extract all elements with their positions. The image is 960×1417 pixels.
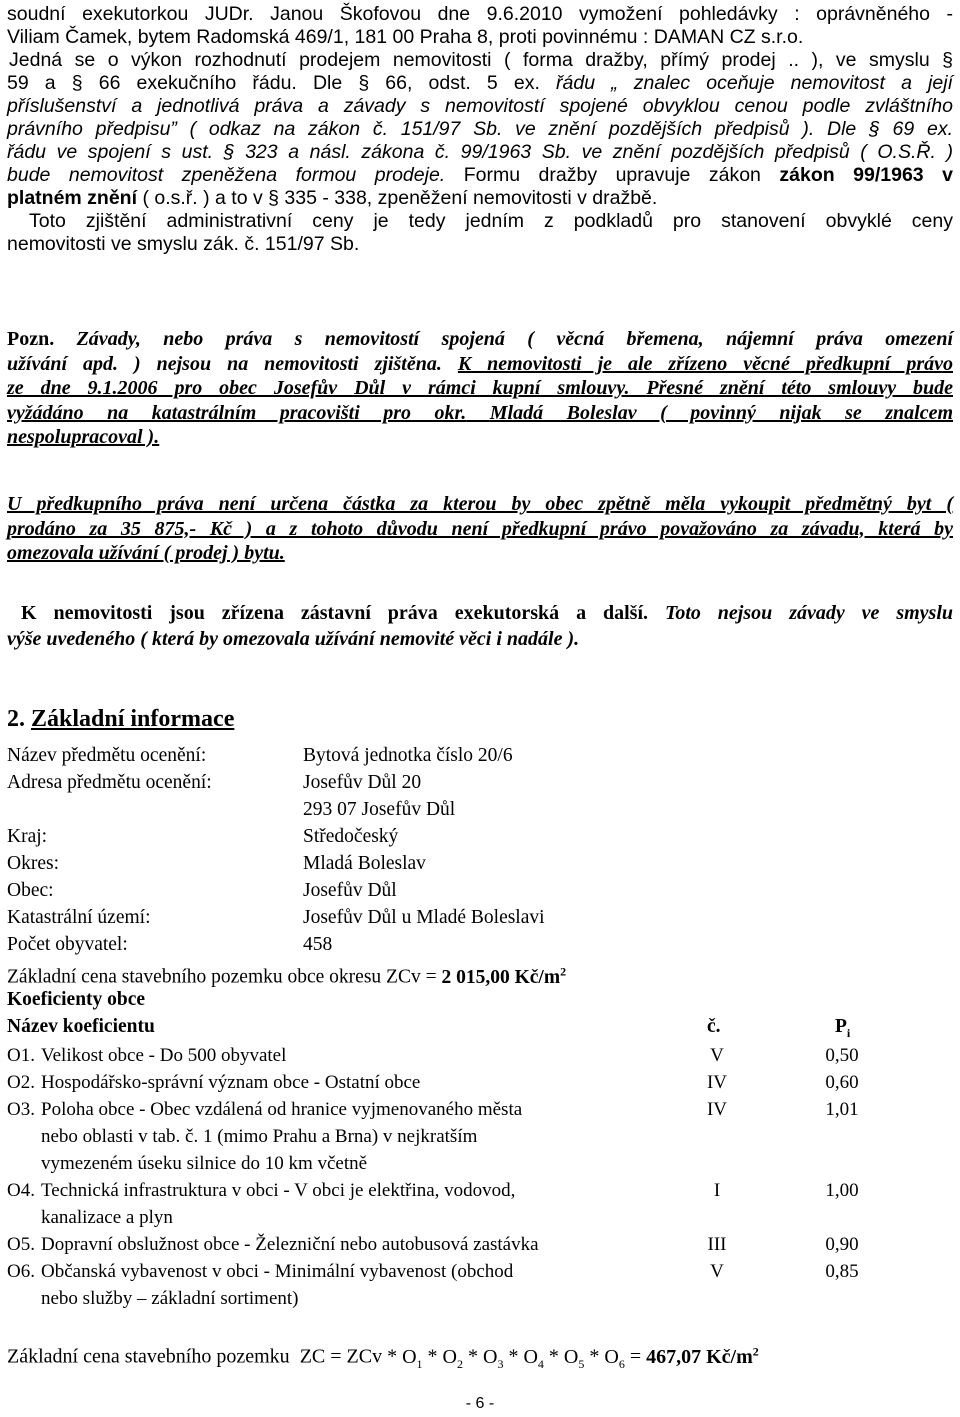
info-value-nazev: Bytová jednotka číslo 20/6 [303,745,513,766]
info-label-pocet: Počet obyvatel: [7,934,128,955]
formula-term [604,1345,625,1371]
coef-col-name: Název koeficientu [7,1016,155,1037]
intro-line-1: soudní exekutorkou JUDr. Janou Škofovou dne 9.6.2010 vymožení pohledávky : oprávněného - [7,3,953,25]
formula-prefix: ZC = ZCv * [299,1345,398,1368]
note-line-2-b: K nemovitosti je ale zřízeno věcné předkupní právo [457,352,954,375]
coef-text-line: nebo oblasti v tab. č. 1 (mimo Prahu a Brna) v nejkratším [41,1126,478,1147]
intro-line-8-plain: Formu dražby upravuje zákon [463,164,761,186]
coef-row [7,1231,953,1258]
intro-line-4-plain: 59 a § 66 exekučního řádu. Dle § 66, odst. 5 ex. [7,72,540,94]
zastava-line-1 [7,600,953,626]
info-label-okres: Okres: [7,853,59,874]
note-line-3-a: ze dne 9.1.2006 pro obec Josefův Důl v rámci kupní smlouvy. [7,377,630,399]
formula-term-sub: 4 [537,1356,544,1371]
info-value-adresa-2: 293 07 Josefův Důl [303,799,456,820]
coef-value: 0,50 [825,1045,859,1066]
coef-text-line: nebo služby – základní sortiment) [41,1288,299,1309]
intro-line-4-italic: řádu „ znalec oceňuje nemovitost a její [556,72,953,94]
coef-col-p-wrap [835,1015,850,1045]
coef-col-no: č. [707,1016,721,1037]
note-label: Pozn. [7,328,55,350]
coef-row [7,1096,953,1177]
intro-line-6: právního předpisu” ( odkaz na zákon č. 151/97 Sb. ve znění pozdějších předpisů ). Dle § 69 ex. [7,118,953,140]
info-label-adresa: Adresa předmětu ocenění: [7,772,212,793]
formula-label: Základní cena stavebního pozemku [7,1345,290,1368]
formula-term-sub: 1 [416,1356,423,1371]
formula-term [523,1345,544,1371]
zastava-line-2: výše uvedeného ( která by omezovala užívání nemovité věci i nadále ). [7,628,580,650]
coef-heading: Koeficienty obce [7,989,146,1010]
coef-id: O4. [7,1180,35,1201]
formula-term-o: O [523,1345,538,1368]
intro-line-4 [7,72,953,95]
predkup-line-3: omezovala užívání ( prodej ) bytu. [7,542,285,564]
intro-line-9 [7,187,953,210]
intro-line-8-bold: zákon 99/1963 v [779,164,953,186]
formula-result-wrap [646,1346,759,1368]
page-number: - 6 - [465,1395,495,1412]
formula-term-o: O [563,1345,579,1368]
info-label-kraj: Kraj: [7,826,48,847]
intro-paragraph [7,3,953,256]
info-value-zcv-wrap [441,964,567,988]
note-line-5: nespolupracoval ). [7,426,160,448]
coef-text-line: Poloha obce - Obec vzdálená od hranice vyjmenovaného města [41,1099,523,1120]
section-number: 2. [7,706,25,732]
intro-line-2: Viliam Čamek, bytem Radomská 469/1, 181 00 Praha 8, proti povinnému : DAMAN CZ s.r.o. [7,26,804,48]
predkup-line-2: prodáno za 35 875,- Kč ) a z tohoto důvodu není předkupní právo považováno za závadu, která by [7,517,953,540]
note-line-2-a: užívání apd. ) nejsou na nemovitosti zjištěna. [7,352,442,375]
coef-text-line: kanalizace a plyn [41,1207,173,1228]
formula-term-o: O [483,1345,498,1368]
coef-text-line: Občanská vybavenost v obci - Minimální vybavenost (obchod [41,1261,514,1282]
coef-id: O3. [7,1099,35,1120]
coef-text-line: vymezeném úseku silnice do 10 km včetně [41,1153,368,1174]
info-value-kraj: Středočeský [303,826,399,847]
note-line-4-a: vyžádáno na katastrálním pracovišti pro okr. [7,401,467,424]
formula-result-sup: 2 [752,1344,759,1358]
formula-term-sub: 5 [578,1356,585,1371]
intro-line-7: řádu ve spojení s ust. § 323 a násl. zákona č. 99/1963 Sb. ve znění pozdějších předpisů ( O.S.Ř. ) [7,141,953,163]
intro-line-9-plain: ( o.s.ř. ) a to v § 335 - 338, zpeněžení nemovitosti v dražbě. [142,187,658,209]
formula-terms: $O_1 * O_2 * O_3 * O_4 * O_5 * O_6$ = [402,1345,647,1371]
note-line-3 [7,376,953,401]
info-value-okres: Mladá Boleslav [303,853,426,874]
note-paragraph [7,327,953,450]
note-line-2 [7,352,953,377]
formula-term [563,1345,585,1371]
coef-value: 0,90 [825,1234,859,1255]
formula-row [7,1340,759,1376]
note-line-3-b: Přesné znění této smlouvy bude [646,377,954,399]
coef-roman: I [713,1180,721,1201]
formula-term [442,1345,463,1371]
coef-id: O1. [7,1045,35,1066]
info-label-nazev: Název předmětu ocenění: [7,745,207,766]
formula-term-sub: 3 [497,1356,504,1371]
formula-term-o: O [402,1345,417,1368]
coef-text-line: Hospodářsko-správní význam obce - Ostatní obce [41,1072,421,1093]
info-value-zcv: 2 015,00 Kč/m [441,966,561,988]
coef-id: O2. [7,1072,35,1093]
info-row-zcv [7,960,566,989]
predkup-paragraph [7,492,953,566]
note-line-4 [7,401,953,426]
coef-value: 0,85 [825,1261,859,1282]
coef-col-p-sub: i [846,1025,851,1040]
formula-term-sub: 2 [457,1356,463,1371]
info-label-obec: Obec: [7,880,54,901]
note-line-1 [7,327,953,352]
info-value-pocet: 458 [303,934,333,955]
note-line-4-b: Mladá Boleslav ( povinný nijak se znalcem [489,401,954,424]
zastava-line-1-a: K nemovitosti jsou zřízena zástavní práva exekutorská a další. [21,602,649,624]
coef-row [7,1069,953,1096]
info-label-ku: Katastrální území: [7,907,151,928]
formula-term-o: O [442,1345,457,1368]
intro-line-9-bold: platném znění [7,187,138,209]
coef-row [7,1258,953,1312]
info-value-adresa-1: Josefův Důl 20 [303,772,422,793]
coef-roman: III [707,1234,727,1255]
coef-row [7,1177,953,1231]
coef-id: O6. [7,1261,35,1282]
intro-line-3: Jedná se o výkon rozhodnutí prodejem nemovitosti ( forma dražby, přímý prodej .. ), ve smyslu § [9,49,953,71]
coef-col-p: P [835,1016,847,1037]
formula-term [483,1345,504,1371]
coef-roman: IV [706,1072,728,1093]
coef-value: 1,00 [825,1180,859,1201]
formula-term-sub: 6 [618,1356,625,1371]
intro-line-5: příslušenství a jednotlivá práva a závady s nemovitostí spojené obvyklou cenou podle zvláštního [7,95,953,117]
note-line-1-text: Závady, nebo práva s nemovitostí spojená ( věcná břemena, nájemní práva omezení [76,328,954,350]
coef-text-line: Velikost obce - Do 500 obyvatel [41,1045,287,1066]
intro-line-8-italic: bude nemovitost zpeněžena formou prodeje. [7,164,446,186]
formula-result: 467,07 Kč/m [646,1345,753,1368]
coef-roman: IV [706,1099,728,1120]
formula-term-o: O [604,1345,619,1368]
coef-roman: V [710,1045,724,1066]
info-value-zcv-sup: 2 [560,964,567,978]
zastava-paragraph [7,600,953,652]
coef-text-line: Dopravní obslužnost obce - Železniční nebo autobusová zastávka [41,1234,539,1255]
info-value-obec: Josefův Důl [303,880,397,901]
coef-value: 0,60 [825,1072,859,1093]
intro-line-10: Toto zjištění administrativní ceny je tedy jedním z podkladů pro stanovení obvyklé ceny [29,210,953,232]
intro-line-8 [7,164,953,187]
zastava-line-1-b: Toto nejsou závady ve smyslu [664,602,954,624]
coef-row [7,1042,953,1069]
coef-value: 1,01 [825,1099,859,1120]
coef-roman: V [710,1261,724,1282]
formula-term [402,1345,423,1371]
info-value-ku: Josefův Důl u Mladé Boleslavi [303,907,545,928]
section-heading [7,705,234,733]
predkup-line-1: U předkupního práva není určena částka za kterou by obec zpětně měla vykoupit předmětný byt ( [7,493,953,515]
coef-id: O5. [7,1234,35,1255]
coef-text-line: Technická infrastruktura v obci - V obci je elektřina, vodovod, [41,1180,516,1201]
section-title: Základní informace [31,706,235,732]
info-label-zcv: Základní cena stavebního pozemku obce okresu ZCv = [7,966,437,988]
intro-line-11: nemovitosti ve smyslu zák. č. 151/97 Sb. [7,233,360,255]
